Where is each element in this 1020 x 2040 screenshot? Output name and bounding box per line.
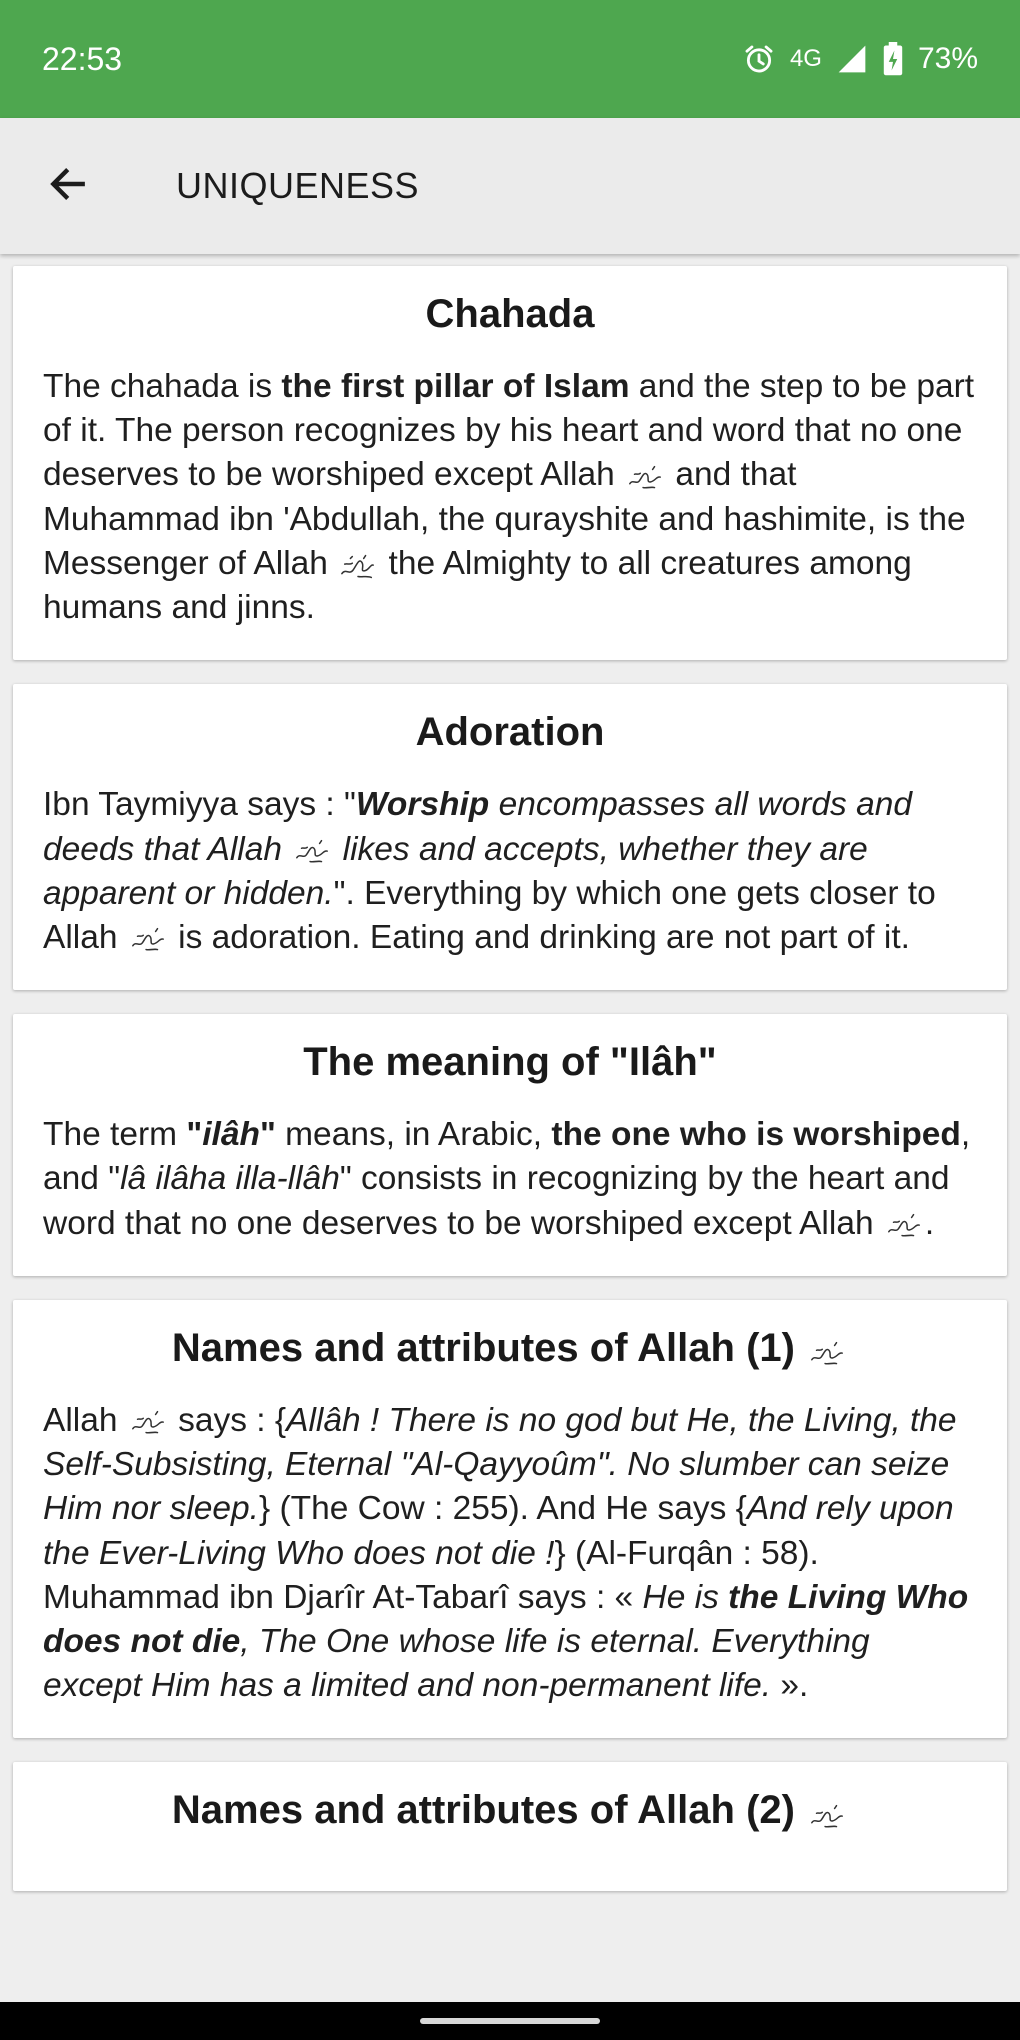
- battery-percent: 73%: [917, 42, 978, 75]
- salallahu-alayhi-wasallam-icon: [339, 550, 377, 580]
- card-chahada: [13, 266, 1007, 660]
- card-title: The meaning of "Ilâh": [303, 1040, 717, 1085]
- card-meaning-of-ilah: [13, 1014, 1007, 1276]
- page-title: UNIQUENESS: [176, 165, 420, 206]
- card-names-attributes-1: [13, 1300, 1007, 1739]
- back-button[interactable]: [32, 150, 104, 222]
- card-title: Names and attributes of Allah (1): [43, 1326, 977, 1371]
- card-adoration: [13, 684, 1007, 990]
- status-time: 22:53: [42, 40, 123, 77]
- jalla-jalaluhu-icon: [129, 924, 167, 954]
- card-body: Ibn Taymiyya says : "Worship encompasses all words and deeds that Allah likes and accepts, whether they are apparent or hidden.". Everything by which one gets closer to Allah is adoration. Eating and drinking are not part of it.: [43, 786, 936, 956]
- network-type: 4G: [789, 45, 822, 72]
- navigation-bar: [0, 2002, 1020, 2040]
- jalla-jalaluhu-icon: [293, 836, 331, 866]
- card-title: Adoration: [415, 710, 605, 755]
- jalla-jalaluhu-icon: [885, 1210, 923, 1240]
- jalla-jalaluhu-icon: [808, 1798, 846, 1828]
- app-bar: [0, 118, 1020, 254]
- status-icons: [742, 42, 978, 76]
- jalla-jalaluhu-icon: [129, 1407, 167, 1437]
- card-body: The term "ilâh" means, in Arabic, the one who is worshiped, and "lâ ilâha illa-llâh" consists in recognizing by the heart and word that no one deserves to be worshiped except Allah .: [43, 1116, 971, 1242]
- jalla-jalaluhu-icon: [808, 1335, 846, 1365]
- card-body: Allah says : {Allâh ! There is no god but He, the Living, the Self-Subsisting, Eternal "Al-Qayyoûm". No slumber can seize Him nor sleep.} (The Cow : 255). And He says {And rely upon the Ever-Living Who does not die !} (Al-Furqân : 58). Muhammad ibn Djarîr At-Tabarî says : « He is the Living Who does not die, The One whose life is eternal. Everything except Him has a limited and non-permanent life. ».: [43, 1401, 969, 1705]
- card-title: Chahada: [425, 292, 595, 336]
- home-gesture-handle[interactable]: [420, 2018, 600, 2024]
- jalla-jalaluhu-icon: [626, 462, 664, 492]
- arrow-left-icon: [46, 162, 90, 211]
- card-body: The chahada is the first pillar of Islam and the step to be part of it. The person recognizes by his heart and word that no one deserves to be worshiped except Allah and that Muhammad ibn 'Abdullah, the qurayshite and hashimite, is the Messenger of Allah the Almighty to all creatures among humans and jinns.: [43, 368, 975, 627]
- card-list[interactable]: [0, 254, 1020, 2002]
- signal-icon: [836, 43, 868, 75]
- alarm-icon: [742, 42, 776, 76]
- battery-charging-icon: [882, 42, 904, 76]
- card-title: Names and attributes of Allah (2): [43, 1788, 977, 1833]
- status-bar: [0, 0, 1020, 118]
- card-names-attributes-2: [13, 1762, 1007, 1891]
